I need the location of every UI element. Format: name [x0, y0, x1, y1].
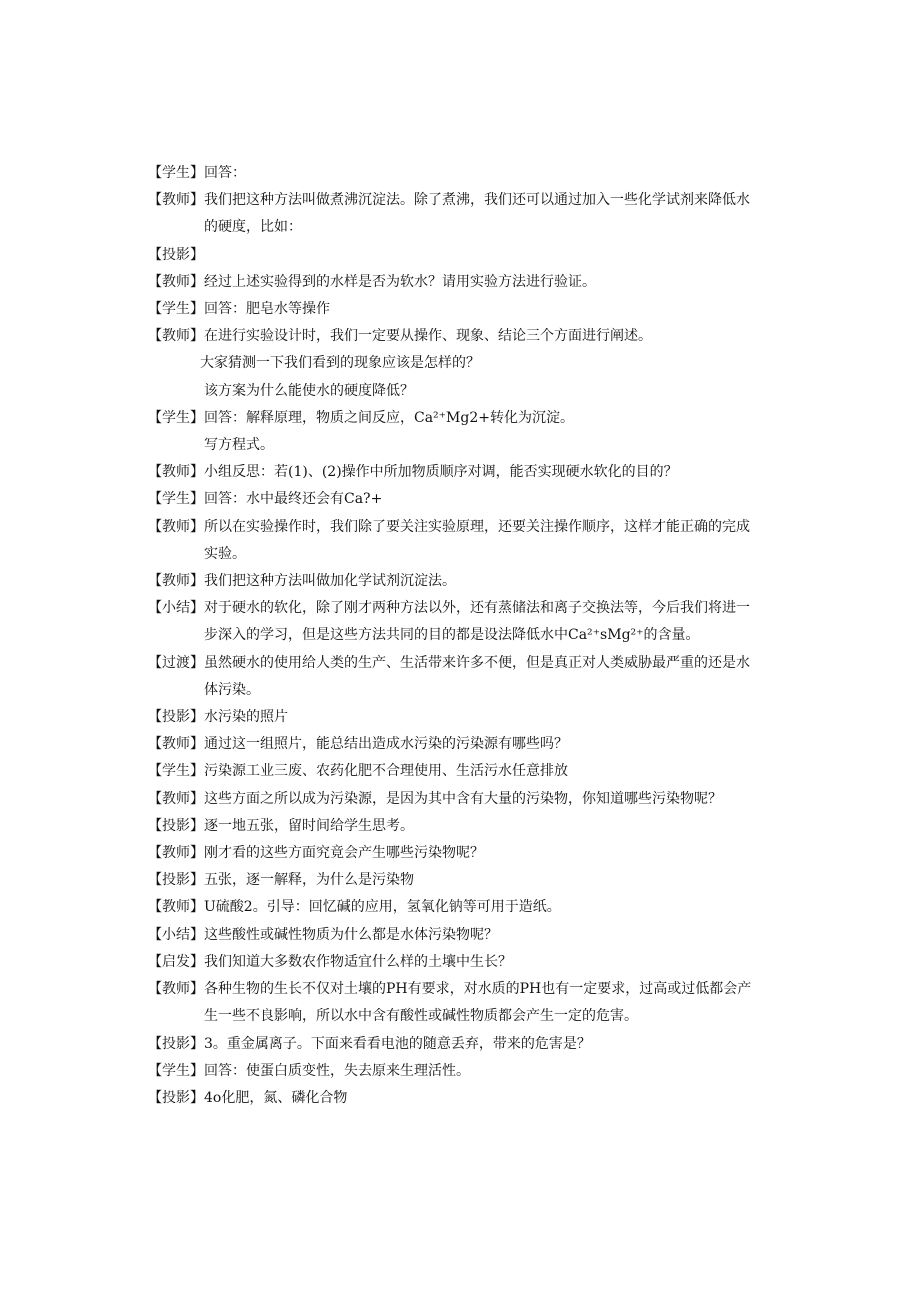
speaker-tag: 【学生】 — [148, 1062, 204, 1079]
speaker-tag: 【小结】 — [148, 926, 204, 943]
speaker-tag: 【教师】 — [148, 518, 204, 535]
line-text: 通过这一组照片，能总结出造成水污染的污染源有哪些吗？ — [204, 736, 568, 753]
document-line — [148, 459, 784, 486]
document-line — [148, 894, 784, 921]
line-text: 回答：解释原理，物质之间反应，Ca²⁺Mg2+转化为沉淀。 — [204, 409, 574, 426]
document-line — [148, 269, 784, 296]
line-text: 小组反思：若(1)、(2)操作中所加物质顺序对调，能否实现硬水软化的目的？ — [204, 464, 678, 481]
document-line — [148, 378, 784, 405]
speaker-tag: 【教师】 — [148, 736, 204, 753]
speaker-tag: 【投影】 — [148, 709, 204, 726]
document-line — [148, 432, 784, 459]
document-line — [148, 1058, 784, 1085]
line-text: 我们把这种方法叫做煮沸沉淀法。除了煮沸，我们还可以通过加入一些化学试剂来降低水 — [204, 192, 750, 209]
line-text: 3。重金属离子。下面来看看电池的随意丢弃，带来的危害是？ — [204, 1035, 591, 1052]
line-text: 各种生物的生长不仅对土壤的PH有要求，对水质的PH也有一定要求，过高或过低都会产 — [204, 981, 752, 998]
line-text: 回答：水中最终还会有Ca?+ — [204, 491, 383, 508]
line-text: 我们知道大多数农作物适宜什么样的土壤中生长？ — [204, 953, 512, 970]
line-text: 生一些不良影响，所以水中含有酸性或碱性物质都会产生一定的危害。 — [204, 1008, 638, 1025]
speaker-tag: 【教师】 — [148, 192, 204, 209]
line-text: 逐一地五张，留时间给学生思考。 — [204, 817, 414, 834]
speaker-tag: 【学生】 — [148, 763, 204, 780]
line-text: 虽然硬水的使用给人类的生产、生活带来许多不便，但是真正对人类威胁最严重的还是水 — [204, 654, 750, 671]
line-text: 经过上述实验得到的水样是否为软水？请用实验方法进行验证。 — [204, 273, 596, 290]
document-line — [148, 296, 784, 323]
document-line — [148, 214, 784, 241]
line-text: 写方程式。 — [204, 437, 274, 454]
line-text: 体污染。 — [204, 681, 260, 698]
line-text: 回答：使蛋白质变性，失去原来生理活性。 — [204, 1062, 470, 1079]
speaker-tag: 【学生】 — [148, 491, 204, 508]
line-text: 刚才看的这些方面究竟会产生哪些污染物呢？ — [204, 845, 484, 862]
speaker-tag: 【小结】 — [148, 600, 204, 617]
line-text: 步深入的学习，但是这些方法共同的目的都是设法降低水中Ca²⁺sMg²⁺的含量。 — [204, 627, 700, 644]
document-line — [148, 976, 784, 1003]
speaker-tag: 【学生】 — [148, 165, 204, 181]
speaker-tag: 【过渡】 — [148, 654, 204, 671]
document-line — [148, 541, 784, 568]
speaker-tag: 【学生】 — [148, 301, 204, 318]
speaker-tag: 【投影】 — [148, 1089, 204, 1106]
document-line — [148, 1085, 784, 1112]
document-line — [148, 405, 784, 432]
document-line — [148, 187, 784, 214]
document-line — [148, 514, 784, 541]
line-text: 水污染的照片 — [204, 709, 288, 726]
line-text: 大家猜测一下我们看到的现象应该是怎样的？ — [200, 355, 480, 372]
speaker-tag: 【教师】 — [148, 899, 204, 916]
speaker-tag: 【投影】 — [148, 246, 204, 263]
speaker-tag: 【教师】 — [148, 328, 204, 345]
document-line — [148, 731, 784, 758]
document-line — [148, 758, 784, 785]
line-text: 我们把这种方法叫做加化学试剂沉淀法。 — [204, 573, 456, 590]
line-text: 这些酸性或碱性物质为什么都是水体污染物呢？ — [204, 926, 498, 943]
speaker-tag: 【投影】 — [148, 1035, 204, 1052]
document-line — [148, 786, 784, 813]
document-line — [148, 350, 784, 377]
line-text: 在进行实验设计时，我们一定要从操作、现象、结论三个方面进行阐述。 — [204, 328, 652, 345]
document-line — [148, 1031, 784, 1058]
speaker-tag: 【启发】 — [148, 953, 204, 970]
document-line — [148, 867, 784, 894]
line-text: 的硬度，比如： — [204, 219, 302, 236]
document-line — [148, 242, 784, 269]
speaker-tag: 【教师】 — [148, 981, 204, 998]
line-text: 所以在实验操作时，我们除了要关注实验原理，还要关注操作顺序，这样才能正确的完成 — [204, 518, 750, 535]
document-line — [148, 813, 784, 840]
line-text: 实验。 — [204, 545, 246, 562]
document-line — [148, 677, 784, 704]
document-line — [148, 1003, 784, 1030]
document-line — [148, 650, 784, 677]
speaker-tag: 【教师】 — [148, 573, 204, 590]
speaker-tag: 【投影】 — [148, 872, 204, 889]
line-text: 这些方面之所以成为污染源，是因为其中含有大量的污染物，你知道哪些污染物呢？ — [204, 790, 722, 807]
line-text: 4o化肥，氮、磷化合物 — [204, 1089, 348, 1106]
line-text: U硫酸2。引导：回忆碱的应用，氢氧化钠等可用于造纸。 — [204, 899, 561, 916]
document-line — [148, 922, 784, 949]
document-line — [148, 949, 784, 976]
document-line — [148, 622, 784, 649]
document-line — [148, 160, 784, 187]
speaker-tag: 【教师】 — [148, 845, 204, 862]
line-text: 五张，逐一解释，为什么是污染物 — [204, 872, 414, 889]
document-line — [148, 568, 784, 595]
line-text: 该方案为什么能使水的硬度降低？ — [204, 382, 414, 399]
line-text: 回答： — [204, 165, 246, 181]
speaker-tag: 【教师】 — [148, 273, 204, 290]
speaker-tag: 【教师】 — [148, 464, 204, 481]
document-line — [148, 704, 784, 731]
document-body — [148, 160, 784, 1112]
document-line — [148, 323, 784, 350]
line-text: 污染源工业三废、农药化肥不合理使用、生活污水任意排放 — [204, 763, 568, 780]
speaker-tag: 【投影】 — [148, 817, 204, 834]
document-line — [148, 486, 784, 513]
speaker-tag: 【学生】 — [148, 409, 204, 426]
line-text: 回答：肥皂水等操作 — [204, 301, 330, 318]
document-line — [148, 595, 784, 622]
document-line — [148, 840, 784, 867]
speaker-tag: 【教师】 — [148, 790, 204, 807]
line-text: 对于硬水的软化，除了刚才两种方法以外，还有蒸储法和离子交换法等，今后我们将进一 — [204, 600, 750, 617]
